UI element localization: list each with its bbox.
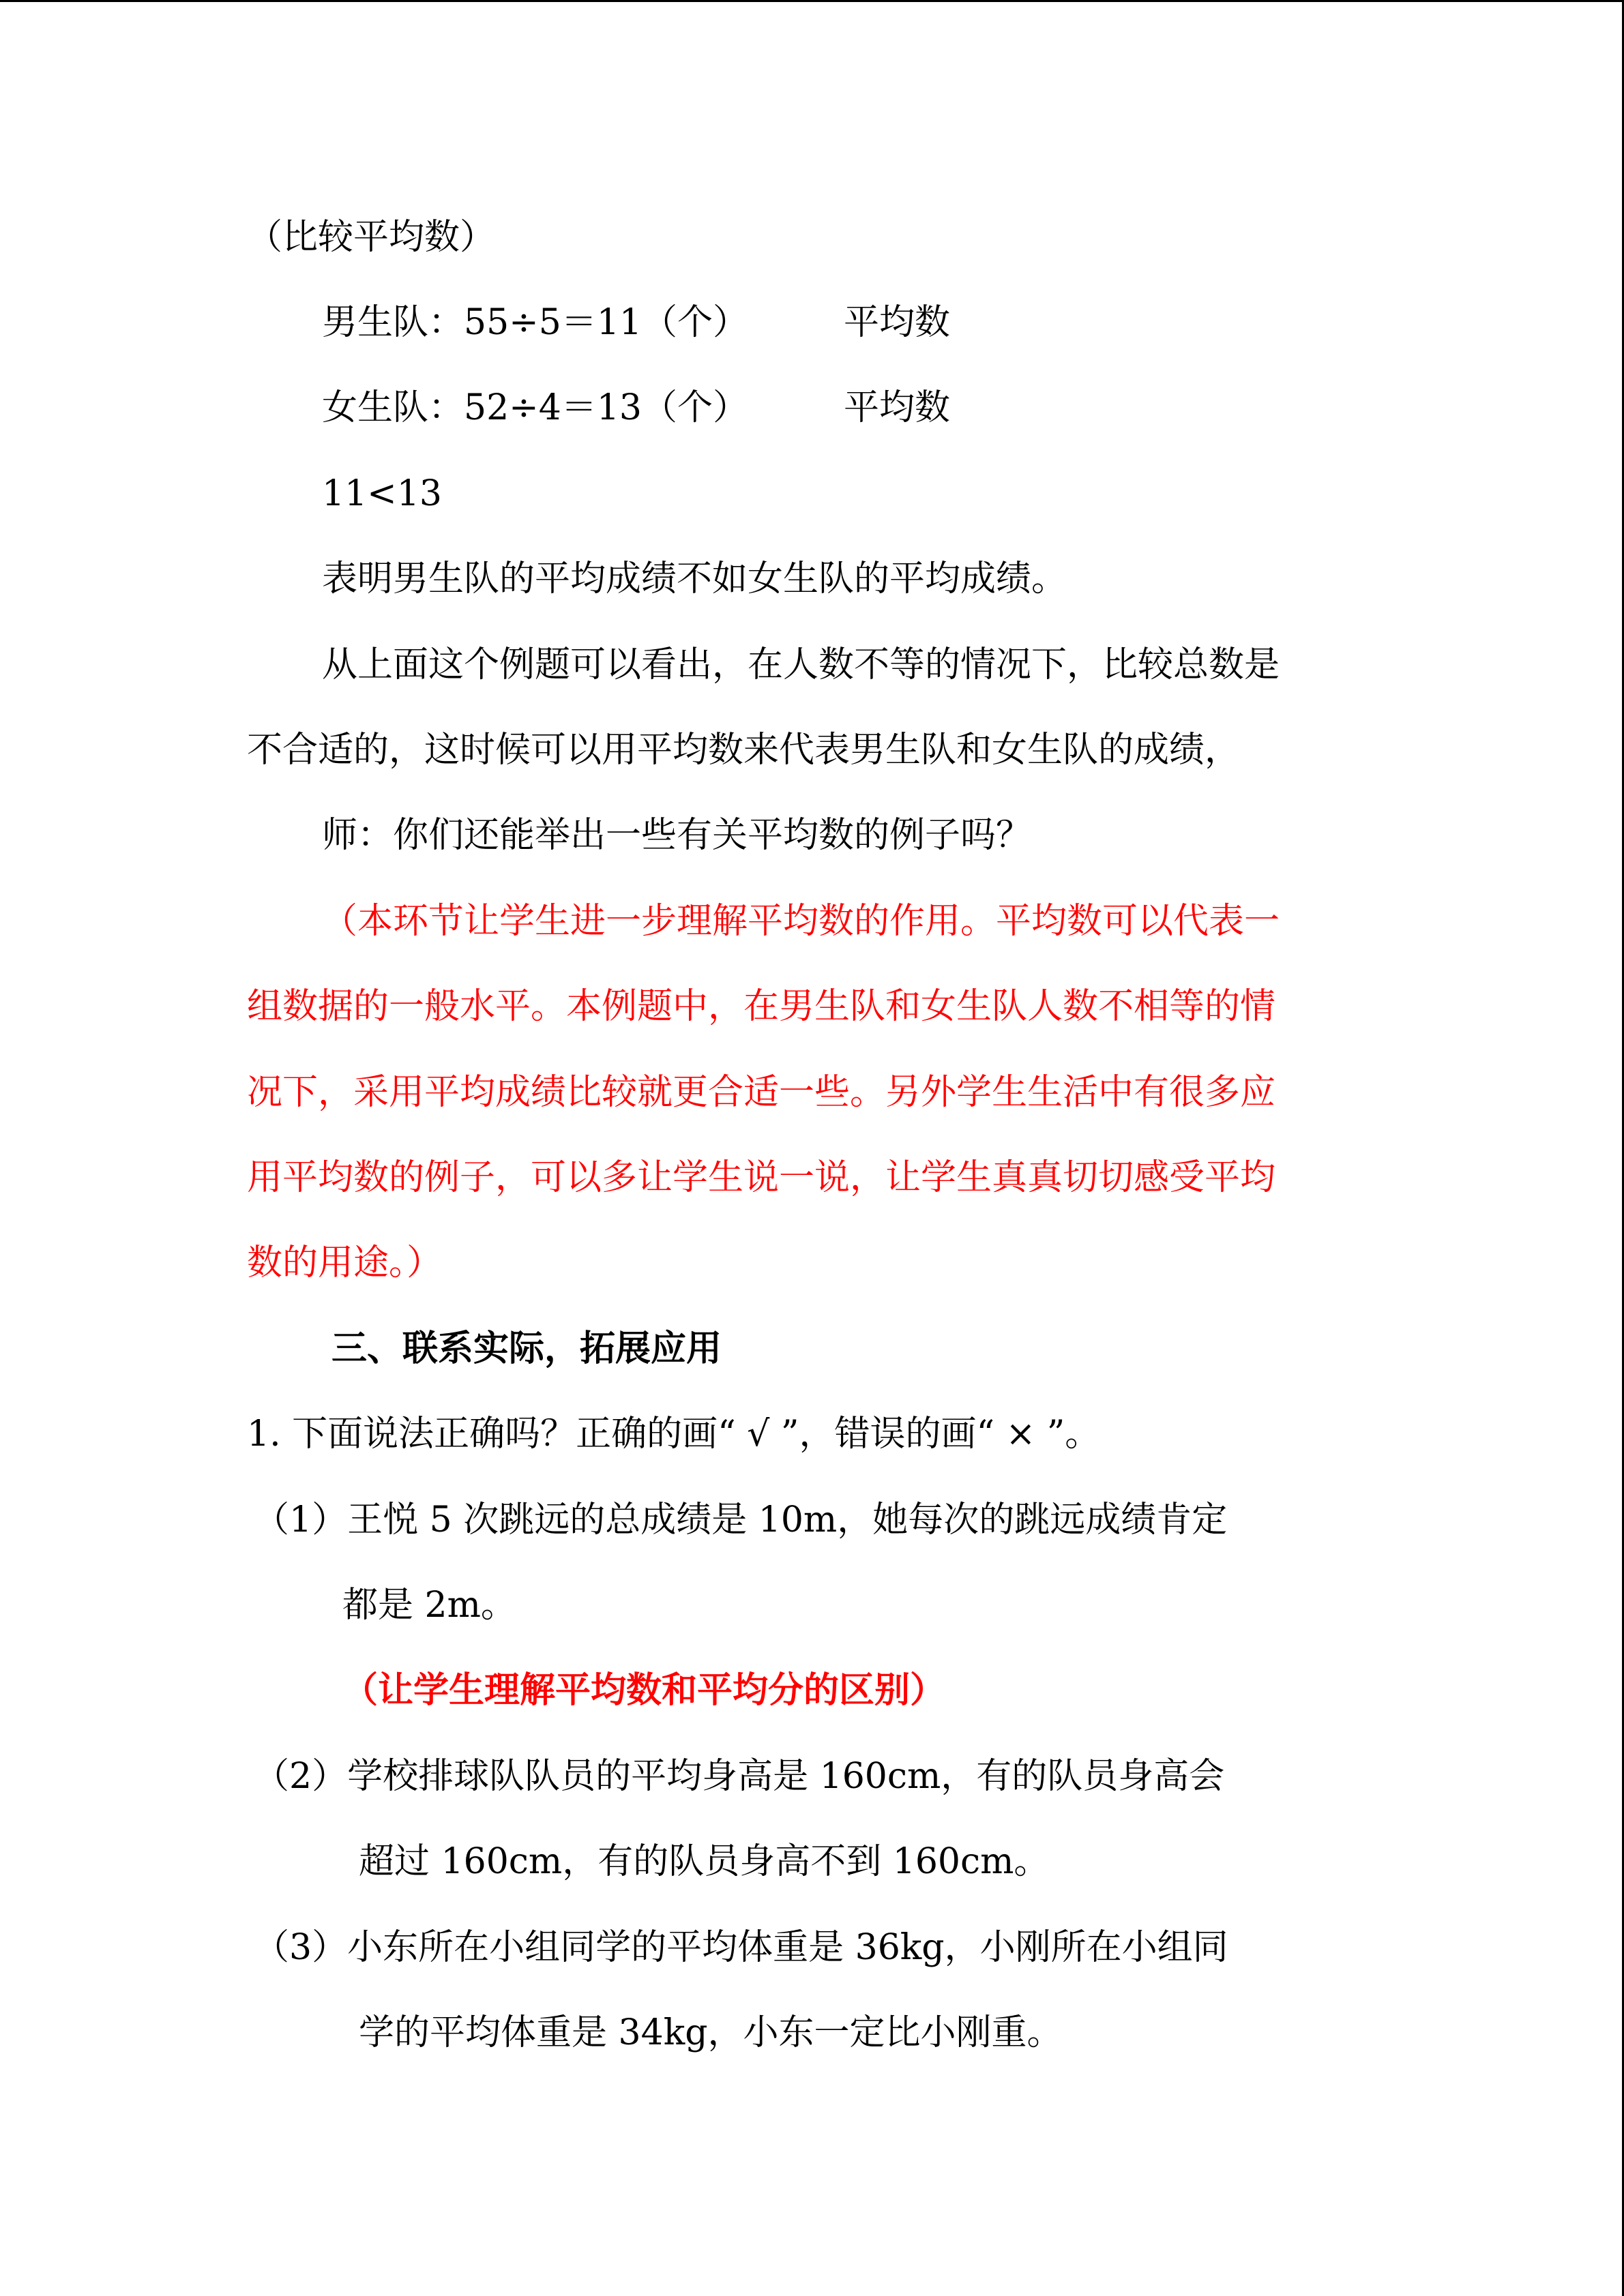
conclusion-text: 表明男生队的平均成绩不如女生队的平均成绩。 xyxy=(322,558,1067,599)
annotation-line-3: 况下，采用平均成绩比较就更合适一些。另外学生生活中有很多应 xyxy=(247,1072,1276,1113)
section-heading: 三、联系实际，拓展应用 xyxy=(331,1328,722,1369)
exercise-instruction: 1. 下面说法正确吗？正确的画“ √ ”，错误的画“ × ”。 xyxy=(247,1414,1101,1455)
girls-team-formula: 女生队：52÷4＝13（个） xyxy=(322,387,748,428)
annotation-line-5: 数的用途。） xyxy=(247,1242,443,1283)
exercise-item-1-note: （让学生理解平均数和平均分的区别） xyxy=(342,1669,946,1711)
boys-team-calc xyxy=(322,301,950,344)
annotation-line-1: （本环节让学生进一步理解平均数的作用。平均数可以代表一 xyxy=(322,901,1280,942)
compare-average-heading: （比较平均数） xyxy=(247,217,496,258)
exercise-item-3-line-2: 学的平均体重是 34kg，小东一定比小刚重。 xyxy=(359,2012,1063,2053)
annotation-line-4: 用平均数的例子，可以多让学生说一说，让学生真真切切感受平均 xyxy=(247,1157,1276,1198)
exercise-item-3-line-1: （3）小东所在小组同学的平均体重是 36kg，小刚所在小组同 xyxy=(254,1927,1228,1968)
paragraph-line-2: 不合适的，这时候可以用平均数来代表男生队和女生队的成绩， xyxy=(247,730,1241,771)
exercise-item-1-line-2: 都是 2m。 xyxy=(342,1585,516,1626)
girls-team-label: 平均数 xyxy=(844,387,951,428)
top-border xyxy=(0,0,1624,2)
teacher-question: 师：你们还能举出一些有关平均数的例子吗？ xyxy=(322,815,1032,856)
annotation-line-2: 组数据的一般水平。本例题中，在男生队和女生队人数不相等的情 xyxy=(247,986,1276,1027)
exercise-item-1-line-1: （1）王悦 5 次跳远的总成绩是 10m，她每次的跳远成绩肯定 xyxy=(254,1500,1228,1540)
exercise-item-2-line-2: 超过 160cm，有的队员身高不到 160cm。 xyxy=(359,1841,1050,1882)
girls-team-calc xyxy=(322,386,950,430)
boys-team-formula: 男生队：55÷5＝11（个） xyxy=(322,302,748,343)
paragraph-line-1: 从上面这个例题可以看出，在人数不等的情况下，比较总数是 xyxy=(322,644,1280,685)
boys-team-label: 平均数 xyxy=(844,302,951,343)
exercise-item-2-line-1: （2）学校排球队队员的平均身高是 160cm，有的队员身高会 xyxy=(254,1756,1225,1797)
comparison-result: 11<13 xyxy=(322,473,442,514)
